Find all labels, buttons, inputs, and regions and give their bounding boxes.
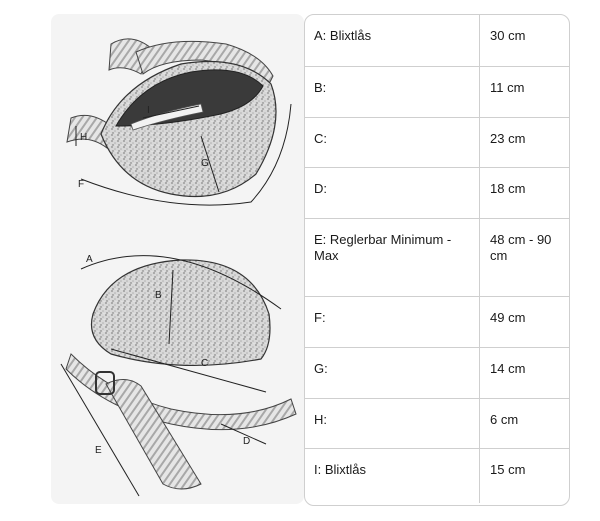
label-a: A xyxy=(86,254,93,265)
measurement-label: G: xyxy=(305,348,480,398)
label-i: I xyxy=(147,105,150,116)
table-row xyxy=(305,219,569,297)
measurement-label: H: xyxy=(305,399,480,448)
table-row xyxy=(305,297,569,348)
table-row xyxy=(305,449,569,503)
table-row xyxy=(305,399,569,449)
label-d: D xyxy=(243,436,251,447)
bag-illustration xyxy=(51,14,304,504)
measurement-value: 30 cm xyxy=(490,28,526,43)
measurement-label: C: xyxy=(305,118,480,167)
measurement-label: F: xyxy=(305,297,480,347)
measurement-value: 14 cm xyxy=(490,361,526,376)
measurement-value: 23 cm xyxy=(490,131,526,146)
measurement-value: 49 cm xyxy=(490,310,526,325)
measurement-value: 48 cm - 90 cm xyxy=(490,232,552,263)
measurement-label: I: Blixtlås xyxy=(305,449,480,503)
label-g: G xyxy=(201,158,209,169)
label-e: E xyxy=(95,445,102,456)
measurement-value: 6 cm xyxy=(490,412,519,427)
label-b: B xyxy=(155,290,162,301)
table-row xyxy=(305,348,569,399)
table-row xyxy=(305,118,569,168)
table-row xyxy=(305,67,569,118)
measurement-label: E: Reglerbar Minimum - Max xyxy=(305,219,480,296)
table-row xyxy=(305,15,569,67)
measurement-label: A: Blixtlås xyxy=(305,15,480,66)
bag-diagram xyxy=(51,14,304,504)
measurement-label: B: xyxy=(305,67,480,117)
open-bag-drawing xyxy=(67,39,276,197)
measurement-value: 15 cm xyxy=(490,462,526,477)
label-c: C xyxy=(201,358,209,369)
measurements-table xyxy=(304,14,570,506)
measurement-label: D: xyxy=(305,168,480,218)
measurement-value: 11 cm xyxy=(490,80,525,95)
table-row xyxy=(305,168,569,219)
measurement-value: 18 cm xyxy=(490,181,526,196)
label-f: F xyxy=(78,179,85,190)
label-h: H xyxy=(80,132,88,143)
